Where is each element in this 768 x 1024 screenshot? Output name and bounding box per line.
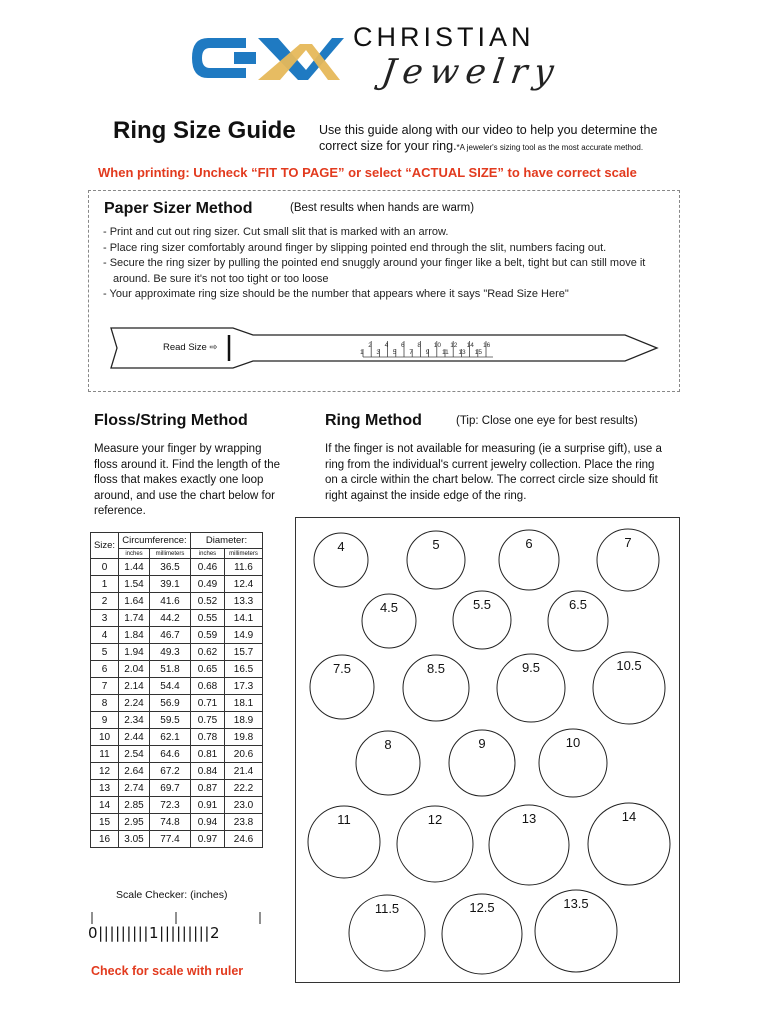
table-cell: 13 bbox=[91, 780, 119, 797]
sizer-number: 5 bbox=[392, 349, 397, 356]
table-cell: 1.44 bbox=[119, 559, 150, 576]
table-cell: 18.1 bbox=[225, 695, 263, 712]
size-header: Size: bbox=[91, 533, 119, 559]
ring-size-label: 10 bbox=[565, 735, 581, 750]
table-cell: 9 bbox=[91, 712, 119, 729]
sizer-number: 10 bbox=[433, 342, 442, 349]
table-cell: 24.6 bbox=[225, 831, 263, 848]
table-cell: 74.8 bbox=[150, 814, 191, 831]
table-cell: 0.71 bbox=[191, 695, 225, 712]
table-row bbox=[91, 610, 263, 627]
table-cell: 2.24 bbox=[119, 695, 150, 712]
table-cell: 59.5 bbox=[150, 712, 191, 729]
table-cell: 7 bbox=[91, 678, 119, 695]
table-cell: 21.4 bbox=[225, 763, 263, 780]
table-cell: 72.3 bbox=[150, 797, 191, 814]
ring-size-label: 7.5 bbox=[332, 661, 352, 676]
table-cell: 16.5 bbox=[225, 661, 263, 678]
sizer-number: 11 bbox=[442, 349, 449, 356]
ring-size-label: 8.5 bbox=[426, 661, 446, 676]
table-cell: 17.3 bbox=[225, 678, 263, 695]
table-cell: 2.34 bbox=[119, 712, 150, 729]
unit-label: inches bbox=[191, 549, 225, 559]
table-cell: 20.6 bbox=[225, 746, 263, 763]
paper-sizer-title: Paper Sizer Method bbox=[104, 200, 253, 217]
step-item: - Place ring sizer comfortably around finger by slipping pointed end through the slit, numbers facing out. bbox=[103, 241, 607, 254]
step-item: - Secure the ring sizer by pulling the pointed end snuggly around your finger like a belt, tight but can still move it around. Be sure it's not too tight or too loose bbox=[103, 257, 646, 285]
table-row bbox=[91, 763, 263, 780]
table-cell: 51.8 bbox=[150, 661, 191, 678]
table-cell: 2 bbox=[91, 593, 119, 610]
ring-size-label: 11.5 bbox=[374, 901, 400, 916]
sizer-number: 16 bbox=[483, 342, 491, 349]
table-cell: 0.97 bbox=[191, 831, 225, 848]
table-cell: 1.84 bbox=[119, 627, 150, 644]
table-cell: 2.95 bbox=[119, 814, 150, 831]
floss-title: Floss/String Method bbox=[94, 412, 248, 429]
step-item: - Your approximate ring size should be the number that appears where it says "Read Size Here" bbox=[103, 288, 569, 300]
sizer-number: 1 bbox=[360, 349, 364, 356]
floss-text: Measure your finger by wrapping floss around it. Find the length of the floss that makes exactly one loop around, and use the chart below for reference. bbox=[94, 443, 281, 517]
ring-method-title: Ring Method bbox=[325, 412, 422, 429]
table-cell: 0.78 bbox=[191, 729, 225, 746]
table-row bbox=[91, 729, 263, 746]
table-row bbox=[91, 559, 263, 576]
ring-size-label: 14 bbox=[621, 809, 637, 824]
table-cell: 46.7 bbox=[150, 627, 191, 644]
ring-size-label: 13.5 bbox=[563, 896, 589, 911]
table-cell: 2.44 bbox=[119, 729, 150, 746]
sizer-number: 14 bbox=[466, 342, 474, 349]
arrow-right-icon: ⇨ bbox=[209, 342, 218, 353]
ring-circle-chart bbox=[295, 517, 680, 983]
brand-script: Jewelry bbox=[379, 52, 564, 92]
table-cell: 14.9 bbox=[225, 627, 263, 644]
table-cell: 1.74 bbox=[119, 610, 150, 627]
scale-checker-label: Scale Checker: (inches) bbox=[116, 889, 228, 901]
table-row bbox=[91, 695, 263, 712]
ring-size-label: 6 bbox=[525, 536, 533, 551]
table-cell: 0.91 bbox=[191, 797, 225, 814]
table-cell: 23.0 bbox=[225, 797, 263, 814]
step-item: - Print and cut out ring sizer. Cut small slit that is marked with an arrow. bbox=[103, 226, 449, 238]
print-warning: When printing: Uncheck “FIT TO PAGE” or select “ACTUAL SIZE” to have correct scale bbox=[98, 165, 637, 180]
unit-label: millimeters bbox=[150, 549, 191, 559]
table-row bbox=[91, 831, 263, 848]
table-cell: 13.3 bbox=[225, 593, 263, 610]
table-cell: 15.7 bbox=[225, 644, 263, 661]
table-cell: 0.59 bbox=[191, 627, 225, 644]
ring-size-label: 9.5 bbox=[521, 660, 541, 675]
table-cell: 0.84 bbox=[191, 763, 225, 780]
ring-size-label: 12 bbox=[427, 812, 443, 827]
table-cell: 0.65 bbox=[191, 661, 225, 678]
table-row bbox=[91, 712, 263, 729]
sizer-number: 9 bbox=[425, 349, 430, 356]
table-cell: 0.94 bbox=[191, 814, 225, 831]
sizer-number: 2 bbox=[368, 342, 372, 349]
ring-size-label: 5.5 bbox=[472, 597, 492, 612]
ring-size-label: 5 bbox=[432, 537, 440, 552]
table-cell: 2.64 bbox=[119, 763, 150, 780]
sizer-number: 6 bbox=[401, 342, 405, 349]
sizer-number: 15 bbox=[474, 349, 483, 356]
ring-size-label: 9 bbox=[478, 736, 486, 751]
table-cell: 54.4 bbox=[150, 678, 191, 695]
table-row bbox=[91, 814, 263, 831]
table-cell: 41.6 bbox=[150, 593, 191, 610]
intro-footnote: *A jeweler's sizing tool as the most accurate method. bbox=[456, 143, 644, 152]
table-cell: 1 bbox=[91, 576, 119, 593]
table-cell: 0.87 bbox=[191, 780, 225, 797]
table-cell: 0.68 bbox=[191, 678, 225, 695]
table-cell: 12.4 bbox=[225, 576, 263, 593]
unit-label: inches bbox=[119, 549, 150, 559]
table-cell: 2.54 bbox=[119, 746, 150, 763]
table-cell: 64.6 bbox=[150, 746, 191, 763]
table-cell: 39.1 bbox=[150, 576, 191, 593]
table-cell: 3.05 bbox=[119, 831, 150, 848]
ring-method-tip: (Tip: Close one eye for best results) bbox=[456, 415, 638, 427]
paper-sizer-note: (Best results when hands are warm) bbox=[290, 202, 475, 214]
table-row bbox=[91, 593, 263, 610]
scale-ruler-text: 0|||||||||1|||||||||2 bbox=[88, 924, 221, 942]
ring-size-label: 6.5 bbox=[568, 597, 588, 612]
diameter-header: Diameter: bbox=[191, 533, 263, 549]
table-cell: 23.8 bbox=[225, 814, 263, 831]
ring-size-label: 10.5 bbox=[616, 658, 642, 673]
table-cell: 2.85 bbox=[119, 797, 150, 814]
table-cell: 0.52 bbox=[191, 593, 225, 610]
table-cell: 36.5 bbox=[150, 559, 191, 576]
table-cell: 0.62 bbox=[191, 644, 225, 661]
table-cell: 1.54 bbox=[119, 576, 150, 593]
table-cell: 4 bbox=[91, 627, 119, 644]
table-cell: 16 bbox=[91, 831, 119, 848]
read-size-label bbox=[163, 342, 217, 353]
table-cell: 2.74 bbox=[119, 780, 150, 797]
table-cell: 49.3 bbox=[150, 644, 191, 661]
table-row bbox=[91, 746, 263, 763]
table-cell: 0.55 bbox=[191, 610, 225, 627]
table-cell: 0.46 bbox=[191, 559, 225, 576]
table-cell: 14.1 bbox=[225, 610, 263, 627]
paper-sizer-steps bbox=[103, 225, 683, 303]
table-cell: 18.9 bbox=[225, 712, 263, 729]
sizer-number: 13 bbox=[458, 349, 466, 356]
table-cell: 1.94 bbox=[119, 644, 150, 661]
table-cell: 11.6 bbox=[225, 559, 263, 576]
table-cell: 77.4 bbox=[150, 831, 191, 848]
table-row bbox=[91, 627, 263, 644]
sizer-number: 4 bbox=[384, 342, 389, 349]
table-cell: 1.64 bbox=[119, 593, 150, 610]
table-row bbox=[91, 780, 263, 797]
ring-size-label: 4.5 bbox=[379, 600, 399, 615]
circumference-header: Circumference: bbox=[119, 533, 191, 549]
table-cell: 0.49 bbox=[191, 576, 225, 593]
table-row bbox=[91, 661, 263, 678]
ring-size-label: 7 bbox=[624, 535, 632, 550]
table-cell: 0 bbox=[91, 559, 119, 576]
size-table bbox=[90, 532, 263, 848]
table-row bbox=[91, 576, 263, 593]
brand-logo bbox=[188, 28, 348, 90]
table-cell: 56.9 bbox=[150, 695, 191, 712]
ring-method-text: If the finger is not available for measuring (ie a surprise gift), use a ring from the individual's current jewelry collection. Place the ring on a circle within the chart below. The correct circle size should fit right against the inside edge of the ring. bbox=[325, 443, 662, 502]
sizer-number: 3 bbox=[376, 349, 381, 356]
scale-check-note: Check for scale with ruler bbox=[91, 964, 244, 978]
ring-size-label: 11 bbox=[337, 812, 351, 827]
brand-name: CHRISTIAN bbox=[353, 22, 535, 52]
ring-size-label: 4 bbox=[337, 539, 345, 554]
ring-size-label: 8 bbox=[384, 737, 392, 752]
table-row bbox=[91, 644, 263, 661]
intro-text bbox=[319, 122, 699, 156]
table-cell: 0.81 bbox=[191, 746, 225, 763]
table-cell: 11 bbox=[91, 746, 119, 763]
ring-size-label: 12.5 bbox=[469, 900, 495, 915]
table-cell: 14 bbox=[91, 797, 119, 814]
sizer-number: 7 bbox=[409, 349, 413, 356]
table-cell: 12 bbox=[91, 763, 119, 780]
ring-size-label: 13 bbox=[521, 811, 537, 826]
table-cell: 10 bbox=[91, 729, 119, 746]
sizer-number: 8 bbox=[417, 342, 422, 349]
table-cell: 2.14 bbox=[119, 678, 150, 695]
unit-label: millimeters bbox=[225, 549, 263, 559]
table-cell: 6 bbox=[91, 661, 119, 678]
table-row bbox=[91, 797, 263, 814]
table-cell: 5 bbox=[91, 644, 119, 661]
intro-main: Use this guide along with our video to help you determine the correct size for your ring. bbox=[319, 123, 658, 153]
table-cell: 67.2 bbox=[150, 763, 191, 780]
table-cell: 44.2 bbox=[150, 610, 191, 627]
table-cell: 8 bbox=[91, 695, 119, 712]
table-cell: 15 bbox=[91, 814, 119, 831]
ring-circles-svg bbox=[296, 518, 679, 982]
table-cell: 62.1 bbox=[150, 729, 191, 746]
table-row bbox=[91, 678, 263, 695]
table-cell: 2.04 bbox=[119, 661, 150, 678]
page-title: Ring Size Guide bbox=[113, 117, 296, 144]
sizer-number: 12 bbox=[450, 342, 458, 349]
table-cell: 3 bbox=[91, 610, 119, 627]
table-cell: 22.2 bbox=[225, 780, 263, 797]
table-cell: 0.75 bbox=[191, 712, 225, 729]
table-cell: 69.7 bbox=[150, 780, 191, 797]
read-size-text: Read Size bbox=[163, 342, 207, 353]
size-table-body bbox=[91, 559, 263, 848]
table-cell: 19.8 bbox=[225, 729, 263, 746]
